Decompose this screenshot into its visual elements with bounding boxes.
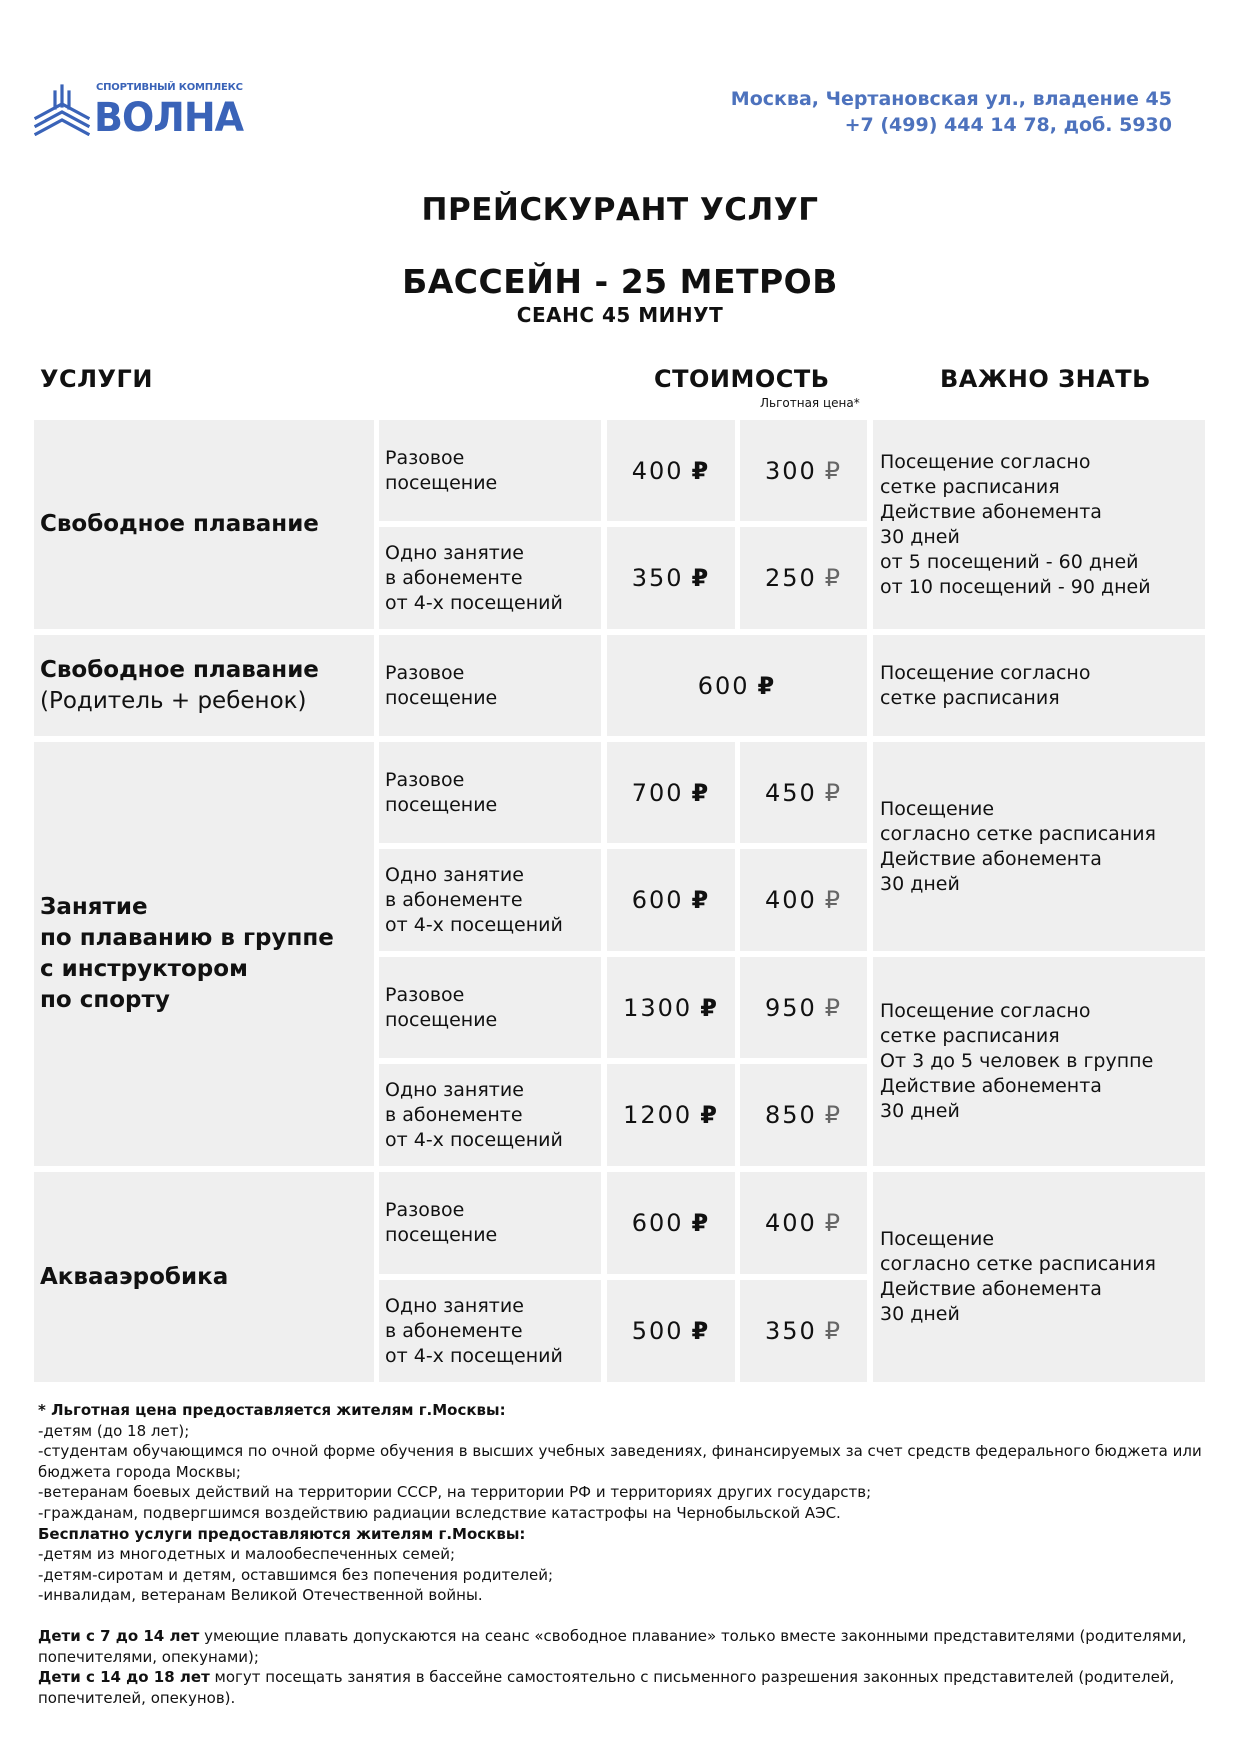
visit-type-label: Одно занятие в абонементе от 4-х посещений — [385, 1078, 563, 1151]
address: Москва, Чертановская ул., владение 45 — [730, 88, 1172, 110]
pool-title: БАССЕЙН - 25 МЕТРОВ — [402, 262, 838, 301]
free-note-item: -детям-сиротам и детям, оставшимся без попечения родителей; — [38, 1565, 554, 1584]
visit-type-label: Разовое посещение — [385, 768, 498, 816]
children-14-18-note — [38, 1667, 1208, 1708]
important-info-text: Посещение согласно сетке расписания От 3 до 5 человек в группе Действие абонемента 30 дней — [880, 1000, 1154, 1122]
visit-type-label: Разовое посещение — [385, 983, 498, 1031]
visit-type-label: Одно занятие в абонементе от 4-х посещений — [385, 541, 563, 614]
price-cell — [607, 635, 867, 736]
column-header-cost: СТОИМОСТЬ — [654, 365, 830, 393]
service-name-text: Свободное плавание — [40, 656, 319, 683]
visit-type-label: Разовое посещение — [385, 1199, 498, 1246]
visit-type-cell — [379, 1280, 601, 1382]
footnotes — [38, 1400, 1208, 1708]
visit-type-cell — [379, 527, 601, 629]
price-cell — [607, 1064, 735, 1166]
ruble-icon: ₽ — [691, 1317, 711, 1345]
visit-type-cell — [379, 957, 601, 1058]
discount-price-cell — [740, 527, 867, 629]
important-info-cell — [873, 957, 1205, 1166]
price-cell — [607, 849, 735, 951]
free-note-item: -инвалидам, ветеранам Великой Отечественной войны. — [38, 1586, 483, 1605]
important-info-text: Посещение согласно сетке расписания Действие абонемента 30 дней — [880, 1228, 1156, 1325]
service-name-group-lesson — [34, 742, 374, 1166]
children-14-18-label: Дети с 14 до 18 лет — [38, 1668, 210, 1687]
visit-type-cell — [379, 420, 601, 521]
price-cell — [607, 420, 735, 521]
column-header-important: ВАЖНО ЗНАТЬ — [940, 365, 1151, 393]
logo — [34, 80, 244, 141]
price-value: 1300 — [623, 993, 693, 1022]
important-info-text: Посещение согласно сетке расписания Действие абонемента 30 дней — [880, 797, 1156, 895]
ruble-icon: ₽ — [691, 886, 711, 914]
ruble-icon: ₽ — [824, 993, 843, 1022]
service-name-parent-child — [34, 635, 374, 736]
discount-price-cell — [740, 1280, 867, 1382]
ruble-icon: ₽ — [824, 1101, 843, 1129]
service-name-text: Свободное плавание — [40, 511, 319, 537]
discount-note-item: -ветеранам боевых действий на территории СССР, на территории РФ и территориях других государств; — [38, 1483, 872, 1502]
ruble-icon: ₽ — [691, 778, 711, 807]
contacts — [731, 86, 1172, 138]
ruble-icon: ₽ — [824, 1209, 843, 1237]
discount-price-value: 450 — [764, 778, 817, 807]
ruble-icon: ₽ — [824, 778, 843, 807]
price-cell — [607, 1280, 735, 1382]
discount-price-value: 950 — [764, 993, 817, 1022]
discount-price-cell — [740, 742, 867, 843]
important-info-cell — [873, 420, 1205, 629]
visit-type-cell — [379, 1172, 601, 1274]
ruble-icon: ₽ — [757, 671, 777, 700]
children-14-18-text: могут посещать занятия в бассейне самостоятельно с письменного разрешения законных представителей (родителей, попечителей, опекунов). — [38, 1668, 1175, 1707]
discount-note-title: * Льготная цена предоставляется жителям г.Москвы: — [38, 1401, 506, 1419]
session-title: СЕАНС 45 МИНУТ — [516, 303, 724, 327]
service-name-text: Аквааэробика — [40, 1263, 229, 1290]
ruble-icon: ₽ — [700, 1101, 719, 1129]
children-7-14-note — [38, 1626, 1208, 1667]
price-cell — [607, 527, 735, 629]
discount-note-item: -детям (до 18 лет); — [38, 1421, 190, 1440]
important-info-cell — [873, 742, 1205, 951]
important-info-cell — [873, 1172, 1205, 1382]
ruble-icon: ₽ — [691, 564, 711, 592]
visit-type-cell — [379, 742, 601, 843]
service-name-subtitle: (Родитель + ребенок) — [40, 687, 307, 714]
free-note-item: -детям из многодетных и малообеспеченных семей; — [38, 1545, 456, 1564]
service-name-aqua-aerobics — [34, 1172, 374, 1382]
ruble-icon: ₽ — [691, 456, 711, 485]
visit-type-label: Одно занятие в абонементе от 4-х посещений — [385, 1294, 563, 1367]
important-info-text: Посещение согласно сетке расписания Действие абонемента 30 дней от 5 посещений - 60 дней от 10 посещений - 90 дней — [880, 450, 1151, 598]
discount-price-cell — [740, 849, 867, 951]
price-value: 600 — [631, 1209, 684, 1237]
page-title: ПРЕЙСКУРАНТ УСЛУГ — [421, 192, 819, 228]
important-info-cell — [873, 635, 1205, 736]
ruble-icon: ₽ — [691, 1209, 711, 1237]
discount-price-cell — [740, 1172, 867, 1274]
visit-type-cell — [379, 635, 601, 736]
wave-logo-icon — [34, 84, 90, 136]
price-value: 600 — [631, 886, 684, 914]
price-value: 1200 — [623, 1101, 693, 1129]
visit-type-label: Разовое посещение — [385, 446, 498, 494]
discount-price-value: 850 — [764, 1101, 817, 1129]
discount-price-cell — [740, 1064, 867, 1166]
discount-price-value: 300 — [764, 456, 817, 485]
logo-subtitle: СПОРТИВНЫЙ КОМПЛЕКС — [96, 82, 243, 93]
ruble-icon: ₽ — [700, 993, 719, 1022]
discount-price-note: Льготная цена* — [760, 396, 860, 410]
phone: +7 (499) 444 14 78, доб. 5930 — [844, 114, 1172, 136]
visit-type-cell — [379, 849, 601, 951]
free-note-title: Бесплатно услуги предоставляются жителям г.Москвы: — [38, 1524, 526, 1543]
price-cell — [607, 957, 735, 1058]
price-cell — [607, 1172, 735, 1274]
discount-price-value: 400 — [764, 886, 817, 914]
price-cell — [607, 742, 735, 843]
ruble-icon: ₽ — [824, 564, 843, 592]
price-value: 500 — [631, 1317, 684, 1345]
ruble-icon: ₽ — [824, 456, 843, 485]
logo-name: ВОЛНА — [94, 94, 244, 141]
children-7-14-label: Дети с 7 до 14 лет — [38, 1626, 200, 1645]
service-name-text: Занятие по плаванию в группе с инструктором по спорту — [40, 894, 334, 1013]
discount-note-item: -студентам обучающимся по очной форме обучения в высших учебных заведениях, финансируемых за счет средств федерального бюджета или бюджета города Москвы; — [38, 1442, 1202, 1481]
price-value: 400 — [631, 456, 684, 485]
column-header-services: УСЛУГИ — [40, 365, 153, 393]
ruble-icon: ₽ — [824, 886, 843, 914]
visit-type-label: Одно занятие в абонементе от 4-х посещений — [385, 863, 563, 936]
discount-price-value: 400 — [764, 1209, 817, 1237]
children-7-14-text: умеющие плавать допускаются на сеанс «свободное плавание» только вместе законными представителями (родителями, попечителями, опекунами); — [38, 1626, 1187, 1666]
price-value: 700 — [631, 778, 684, 807]
discount-price-cell — [740, 957, 867, 1058]
discount-price-value: 350 — [764, 1317, 817, 1345]
price-value: 350 — [631, 564, 684, 592]
important-info-text: Посещение согласно сетке расписания — [880, 661, 1091, 709]
discount-note-item: -гражданам, подвергшимся воздействию радиации вследствие катастрофы на Чернобыльской АЭС. — [38, 1503, 841, 1522]
discount-price-cell — [740, 420, 867, 521]
visit-type-label: Разовое посещение — [385, 661, 498, 709]
discount-price-value: 250 — [764, 564, 817, 592]
visit-type-cell — [379, 1064, 601, 1166]
price-value: 600 — [697, 671, 750, 700]
service-name-free-swim — [34, 420, 374, 629]
ruble-icon: ₽ — [824, 1317, 843, 1345]
